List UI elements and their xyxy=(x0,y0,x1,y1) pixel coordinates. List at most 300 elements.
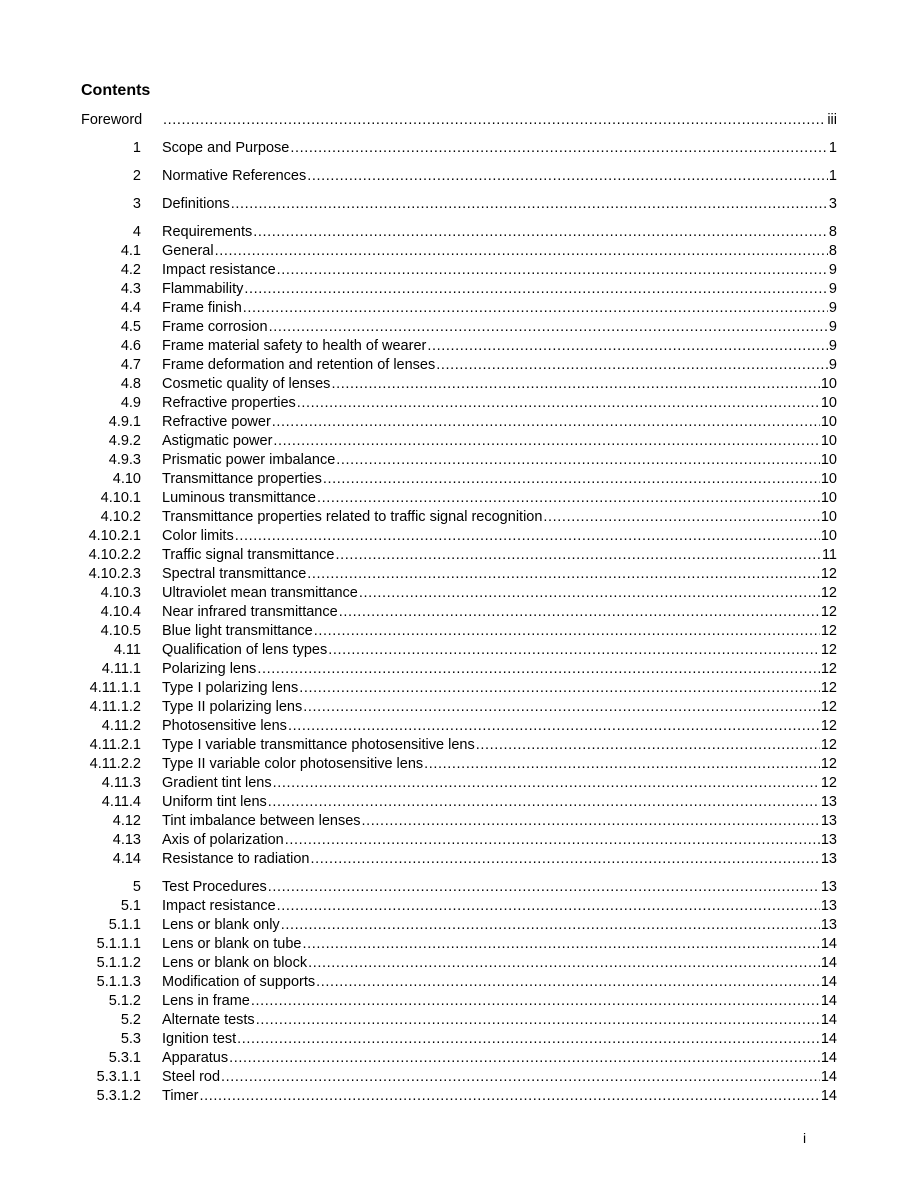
toc-entry-title-line xyxy=(162,546,837,565)
toc-entry-page: 14 xyxy=(820,955,837,971)
toc-entry[interactable] xyxy=(81,897,837,916)
toc-entry-page: 13 xyxy=(820,879,837,895)
toc-entry-title: Gradient tint lens xyxy=(162,775,272,791)
toc-entry[interactable] xyxy=(81,565,837,584)
toc-dot-leader xyxy=(251,992,820,1011)
toc-entry-number: 4.7 xyxy=(120,357,141,373)
toc-entry-number: 1 xyxy=(132,140,141,156)
toc-entry-title: Ignition test xyxy=(162,1031,237,1047)
toc-dot-leader xyxy=(257,660,820,679)
toc-entry-page: 12 xyxy=(820,642,837,658)
toc-dot-leader xyxy=(269,318,828,337)
toc-dot-leader xyxy=(336,451,820,470)
toc-entry-number: 4.5 xyxy=(120,319,141,335)
toc-entry-title: Frame finish xyxy=(162,300,242,316)
toc-entry-title: Apparatus xyxy=(162,1050,229,1066)
toc-entry-number: 4.9.2 xyxy=(108,433,141,449)
toc-entry-page: 13 xyxy=(820,917,837,933)
toc-entry-title: Transmittance properties related to traffic signal recognition xyxy=(162,509,543,525)
toc-entry-title-line xyxy=(162,992,837,1011)
toc-entry-title-line xyxy=(162,242,837,261)
toc-entry[interactable] xyxy=(81,508,837,527)
toc-entry-title-line xyxy=(162,774,837,793)
toc-dot-leader xyxy=(273,432,819,451)
toc-entry-page: 12 xyxy=(820,585,837,601)
toc-dot-leader xyxy=(314,622,820,641)
toc-entry[interactable] xyxy=(81,451,837,470)
toc-entry-number: 4.11.1.1 xyxy=(89,680,141,696)
toc-dot-leader xyxy=(317,489,820,508)
toc-entry-page: 9 xyxy=(828,262,837,278)
toc-entry[interactable] xyxy=(81,280,837,299)
toc-entry-number: 4.11.2.1 xyxy=(89,737,141,753)
toc-entry[interactable] xyxy=(81,660,837,679)
toc-dot-leader xyxy=(277,261,828,280)
toc-entry[interactable] xyxy=(81,167,837,186)
toc-entry-title: Definitions xyxy=(162,196,230,212)
toc-dot-leader xyxy=(285,831,820,850)
toc-dot-leader xyxy=(215,242,828,261)
toc-entry-number: 4.10.2.3 xyxy=(88,566,141,582)
toc-entry[interactable] xyxy=(81,337,837,356)
toc-entry-page: 12 xyxy=(820,718,837,734)
toc-entry-title: Type II polarizing lens xyxy=(162,699,303,715)
toc-entry-title: Frame corrosion xyxy=(162,319,268,335)
toc-entry-number: 4.3 xyxy=(120,281,141,297)
toc-entry-number: 2 xyxy=(132,168,141,184)
toc-entry-title-line xyxy=(162,195,837,214)
toc-entry-title-line xyxy=(162,935,837,954)
toc-entry-title: Test Procedures xyxy=(162,879,267,895)
toc-entry-number: 4.10.2 xyxy=(100,509,141,525)
toc-entry[interactable] xyxy=(81,622,837,641)
toc-entry[interactable] xyxy=(81,954,837,973)
toc-entry-title-line xyxy=(162,375,837,394)
toc-entry-page: 10 xyxy=(820,452,837,468)
toc-entry[interactable] xyxy=(81,1049,837,1068)
toc-entry[interactable] xyxy=(81,261,837,280)
toc-entry[interactable] xyxy=(81,356,837,375)
toc-entry-title-line xyxy=(162,451,837,470)
toc-entry-page: 12 xyxy=(820,775,837,791)
toc-entry-title-line xyxy=(162,793,837,812)
toc-entry-title-line xyxy=(162,1087,837,1106)
toc-entry-page: 12 xyxy=(820,661,837,677)
toc-dot-leader xyxy=(543,508,819,527)
toc-entry-title-line xyxy=(162,831,837,850)
toc-entry[interactable] xyxy=(81,111,837,130)
toc-entry-title-line xyxy=(162,717,837,736)
toc-entry-title: Normative References xyxy=(162,168,307,184)
toc-entry-number: 4.10.2.2 xyxy=(88,547,141,563)
page-number: i xyxy=(803,1130,807,1146)
toc-entry-page: 13 xyxy=(820,832,837,848)
toc-entry-page: 12 xyxy=(820,623,837,639)
toc-entry-title-line xyxy=(162,660,837,679)
toc-entry[interactable] xyxy=(81,394,837,413)
toc-entry-title-line xyxy=(162,755,837,774)
toc-entry-page: 10 xyxy=(820,414,837,430)
toc-entry-page: 14 xyxy=(820,974,837,990)
toc-entry-page: 12 xyxy=(820,604,837,620)
toc-entry-title-line xyxy=(162,489,837,508)
toc-entry-number: 4.9.1 xyxy=(108,414,141,430)
toc-entry-page: 3 xyxy=(828,196,837,212)
toc-entry-title: Lens or blank only xyxy=(162,917,280,933)
toc-entry-page: 14 xyxy=(820,1050,837,1066)
toc-entry-number: 5.1.1.3 xyxy=(96,974,141,990)
toc-entry[interactable] xyxy=(81,878,837,897)
toc-entry-page: 8 xyxy=(828,224,837,240)
toc-dot-leader xyxy=(163,111,826,130)
toc-entry[interactable] xyxy=(81,489,837,508)
toc-dot-leader xyxy=(231,195,828,214)
toc-entry-number: 4.11.3 xyxy=(101,775,141,791)
toc-entry-number: 4.10.2.1 xyxy=(88,528,141,544)
toc-entry-title-line xyxy=(162,698,837,717)
toc-dot-leader xyxy=(256,1011,820,1030)
toc-entry-title-line xyxy=(162,603,837,622)
toc-entry-number: 4 xyxy=(132,224,141,240)
toc-entry-title: Axis of polarization xyxy=(162,832,284,848)
toc-entry[interactable] xyxy=(81,812,837,831)
toc-entry-page: 1 xyxy=(828,168,837,184)
toc-entry-title-line xyxy=(162,1049,837,1068)
toc-entry-title-line xyxy=(162,584,837,603)
toc-entry-number: 4.10.3 xyxy=(100,585,141,601)
toc-entry-page: 11 xyxy=(821,547,837,563)
toc-entry-title-line xyxy=(162,280,837,299)
toc-entry-page: 10 xyxy=(820,395,837,411)
toc-entry-title-line xyxy=(162,679,837,698)
toc-entry-page: 10 xyxy=(820,471,837,487)
toc-entry[interactable] xyxy=(81,527,837,546)
toc-dot-leader xyxy=(221,1068,820,1087)
toc-entry-page: 10 xyxy=(820,509,837,525)
toc-dot-leader xyxy=(311,850,820,869)
toc-entry[interactable] xyxy=(81,584,837,603)
toc-entry[interactable] xyxy=(81,698,837,717)
toc-entry-title-line xyxy=(162,1011,837,1030)
toc-entry-title-line xyxy=(162,850,837,869)
toc-entry[interactable] xyxy=(81,793,837,812)
toc-entry-page: 12 xyxy=(820,680,837,696)
toc-entry[interactable] xyxy=(81,717,837,736)
toc-entry-title: Type II variable color photosensitive lens xyxy=(162,756,424,772)
toc-entry-number: 5 xyxy=(132,879,141,895)
toc-entry[interactable] xyxy=(81,831,837,850)
toc-entry-number: 4.10.5 xyxy=(100,623,141,639)
toc-entry-title: Scope and Purpose xyxy=(162,140,290,156)
toc-entry-title-line xyxy=(162,973,837,992)
toc-entry-title-line xyxy=(162,1068,837,1087)
toc-entry-number: 4.10 xyxy=(112,471,141,487)
toc-entry[interactable] xyxy=(81,916,837,935)
toc-entry-title: Color limits xyxy=(162,528,234,544)
toc-entry-title-line xyxy=(162,954,837,973)
toc-dot-leader xyxy=(299,679,820,698)
toc-entry-page: 14 xyxy=(820,1069,837,1085)
toc-dot-leader xyxy=(331,375,819,394)
toc-entry[interactable] xyxy=(81,195,837,214)
toc-entry-title-line xyxy=(162,527,837,546)
toc-entry-title: Polarizing lens xyxy=(162,661,257,677)
toc-dot-leader xyxy=(476,736,820,755)
toc-entry[interactable] xyxy=(81,992,837,1011)
toc-entry-page: 14 xyxy=(820,1088,837,1104)
toc-dot-leader xyxy=(307,167,828,186)
toc-entry[interactable] xyxy=(81,375,837,394)
toc-entry[interactable] xyxy=(81,641,837,660)
toc-entry[interactable] xyxy=(81,774,837,793)
toc-entry-number: 5.3.1.1 xyxy=(96,1069,141,1085)
toc-entry-title: Alternate tests xyxy=(162,1012,255,1028)
toc-entry-page: 8 xyxy=(828,243,837,259)
toc-entry-number: 5.3 xyxy=(120,1031,141,1047)
toc-dot-leader xyxy=(362,812,820,831)
toc-entry-title: Timer xyxy=(162,1088,199,1104)
toc-entry-title-line xyxy=(162,223,837,242)
toc-entry-page: 10 xyxy=(820,376,837,392)
toc-entry-number: 4.13 xyxy=(112,832,141,848)
toc-entry-number: 5.3.1.2 xyxy=(96,1088,141,1104)
toc-entry-page: 10 xyxy=(820,433,837,449)
toc-entry[interactable] xyxy=(81,1011,837,1030)
toc-entry-title-line xyxy=(162,139,837,158)
toc-entry-title: Cosmetic quality of lenses xyxy=(162,376,331,392)
toc-entry-title: Prismatic power imbalance xyxy=(162,452,336,468)
toc-entry-number: 4.9 xyxy=(120,395,141,411)
toc-entry-number: 5.1.1.1 xyxy=(96,936,141,952)
toc-dot-leader xyxy=(316,973,820,992)
toc-entry-title: Astigmatic power xyxy=(162,433,273,449)
toc-entry[interactable] xyxy=(81,318,837,337)
toc-entry-number: 5.1.1.2 xyxy=(96,955,141,971)
toc-entry-page: 13 xyxy=(820,794,837,810)
toc-entry-page: 10 xyxy=(820,528,837,544)
toc-entry-title: Blue light transmittance xyxy=(162,623,313,639)
toc-entry-title-line xyxy=(162,508,837,527)
toc-entry-number: 4.11.4 xyxy=(101,794,141,810)
toc-entry-page: 14 xyxy=(820,993,837,1009)
toc-entry-title: Type I polarizing lens xyxy=(162,680,299,696)
toc-entry-page: 9 xyxy=(828,338,837,354)
toc-entry[interactable] xyxy=(81,935,837,954)
toc-entry-page: iii xyxy=(827,112,837,128)
toc-entry-title: Modification of supports xyxy=(162,974,316,990)
toc-entry-page: 9 xyxy=(828,319,837,335)
toc-entry-number: 4.12 xyxy=(112,813,141,829)
toc-entry-title-line xyxy=(162,897,837,916)
toc-entry-title-line xyxy=(162,356,837,375)
toc-dot-leader xyxy=(328,641,820,660)
toc-entry-number: 4.1 xyxy=(120,243,141,259)
toc-entry-title-line xyxy=(162,432,837,451)
toc-entry-number: 5.1 xyxy=(120,898,141,914)
toc-entry-title: Lens or blank on tube xyxy=(162,936,302,952)
toc-entry-page: 9 xyxy=(828,300,837,316)
toc-entry[interactable] xyxy=(81,413,837,432)
toc-entry-page: 12 xyxy=(820,756,837,772)
toc-entry-title: Traffic signal transmittance xyxy=(162,547,335,563)
toc-entry-title: Qualification of lens types xyxy=(162,642,328,658)
toc-entry-page: 12 xyxy=(820,566,837,582)
toc-entry-title: Spectral transmittance xyxy=(162,566,307,582)
toc-entry[interactable] xyxy=(81,1030,837,1049)
toc-entry-title: Impact resistance xyxy=(162,262,276,278)
toc-entry[interactable] xyxy=(81,1068,837,1087)
toc-entry-title-line xyxy=(162,622,837,641)
toc-entry-title-line xyxy=(162,318,837,337)
toc-entry-page: 14 xyxy=(820,1031,837,1047)
toc-entry-title: Transmittance properties xyxy=(162,471,322,487)
toc-dot-leader xyxy=(243,299,828,318)
toc-entry-page: 9 xyxy=(828,281,837,297)
toc-dot-leader xyxy=(290,139,828,158)
toc-dot-leader xyxy=(308,954,820,973)
toc-entry-title-line xyxy=(162,413,837,432)
toc-entry-number: 3 xyxy=(132,196,141,212)
toc-entry-title: Luminous transmittance xyxy=(162,490,316,506)
toc-entry-title: Uniform tint lens xyxy=(162,794,267,810)
toc-entry-number: 4.11.1.2 xyxy=(89,699,141,715)
toc-entry-number: 4.4 xyxy=(120,300,141,316)
toc-entry[interactable] xyxy=(81,736,837,755)
toc-dot-leader xyxy=(237,1030,820,1049)
toc-entry-page: 14 xyxy=(820,936,837,952)
toc-entry-title: Lens in frame xyxy=(162,993,250,1009)
toc-entry-number: 4.11.2.2 xyxy=(89,756,141,772)
toc-entry-title: Tint imbalance between lenses xyxy=(162,813,361,829)
toc-entry-title-line xyxy=(162,394,837,413)
toc-dot-leader xyxy=(323,470,820,489)
toc-entry-title-line xyxy=(162,878,837,897)
toc-dot-leader xyxy=(288,717,820,736)
toc-entry-number: 4.10.1 xyxy=(100,490,141,506)
toc-dot-leader xyxy=(335,546,820,565)
toc-entry[interactable] xyxy=(81,470,837,489)
toc-entry-number: 4.2 xyxy=(120,262,141,278)
toc-entry[interactable] xyxy=(81,603,837,622)
toc-entry-title: Steel rod xyxy=(162,1069,221,1085)
toc-dot-leader xyxy=(273,774,820,793)
toc-dot-leader xyxy=(297,394,820,413)
toc-entry-title: Frame material safety to health of wearer xyxy=(162,338,427,354)
toc-entry-title: Lens or blank on block xyxy=(162,955,308,971)
toc-entry-number: 5.3.1 xyxy=(108,1050,141,1066)
toc-entry-title-line xyxy=(162,167,837,186)
toc-entry-title: Frame deformation and retention of lenses xyxy=(162,357,436,373)
toc-entry-title: Near infrared transmittance xyxy=(162,604,338,620)
toc-dot-leader xyxy=(268,878,820,897)
toc-dot-leader xyxy=(253,223,828,242)
toc-entry-title-line xyxy=(162,470,837,489)
toc-entry[interactable] xyxy=(81,679,837,698)
toc-entry-number: 5.1.2 xyxy=(108,993,141,1009)
toc-entry-page: 1 xyxy=(828,140,837,156)
toc-entry-title: Resistance to radiation xyxy=(162,851,310,867)
toc-entry-page: 13 xyxy=(820,851,837,867)
toc-dot-leader xyxy=(427,337,828,356)
toc-entry-number: 4.6 xyxy=(120,338,141,354)
toc-entry-title: Ultraviolet mean transmittance xyxy=(162,585,358,601)
toc-dot-leader xyxy=(200,1087,820,1106)
toc-dot-leader xyxy=(307,565,820,584)
toc-entry-number: 4.9.3 xyxy=(108,452,141,468)
toc-entry-number: 4.11.2 xyxy=(101,718,141,734)
toc-entry-title: Impact resistance xyxy=(162,898,276,914)
toc-entry-title: Requirements xyxy=(162,224,253,240)
toc-entry-page: 10 xyxy=(820,490,837,506)
toc-entry-page: 9 xyxy=(828,357,837,373)
toc-entry-title: Type I variable transmittance photosensitive lens xyxy=(162,737,475,753)
toc-entry-title-line xyxy=(162,337,837,356)
toc-entry-number: Foreword xyxy=(81,112,143,128)
toc-entry[interactable] xyxy=(81,432,837,451)
toc-dot-leader xyxy=(359,584,820,603)
toc-dot-leader xyxy=(424,755,820,774)
table-of-contents xyxy=(81,111,837,1106)
toc-dot-leader xyxy=(244,280,828,299)
toc-dot-leader xyxy=(281,916,820,935)
toc-dot-leader xyxy=(339,603,820,622)
toc-entry[interactable] xyxy=(81,755,837,774)
toc-entry-title-line xyxy=(162,565,837,584)
toc-entry-number: 4.11 xyxy=(113,642,141,658)
toc-entry-title-line xyxy=(162,812,837,831)
toc-entry-number: 4.14 xyxy=(112,851,141,867)
toc-entry-title: Refractive properties xyxy=(162,395,296,411)
toc-entry[interactable] xyxy=(81,546,837,565)
toc-entry-title: General xyxy=(162,243,214,259)
toc-entry-title-line xyxy=(162,736,837,755)
toc-dot-leader xyxy=(268,793,820,812)
toc-dot-leader xyxy=(235,527,820,546)
toc-entry-title: Refractive power xyxy=(162,414,271,430)
toc-entry-number: 4.10.4 xyxy=(100,604,141,620)
toc-dot-leader xyxy=(229,1049,820,1068)
toc-entry-title-line xyxy=(162,111,837,130)
toc-entry-title-line xyxy=(162,916,837,935)
toc-entry-title-line xyxy=(162,641,837,660)
toc-entry-title: Flammability xyxy=(162,281,244,297)
toc-entry[interactable] xyxy=(81,139,837,158)
toc-entry-number: 5.1.1 xyxy=(108,917,141,933)
toc-dot-leader xyxy=(302,935,819,954)
toc-entry[interactable] xyxy=(81,973,837,992)
contents-heading: Contents xyxy=(81,82,151,99)
toc-dot-leader xyxy=(277,897,820,916)
toc-entry-title: Photosensitive lens xyxy=(162,718,287,734)
toc-entry[interactable] xyxy=(81,1087,837,1106)
toc-entry-title-line xyxy=(162,299,837,318)
toc-entry-title-line xyxy=(162,1030,837,1049)
toc-dot-leader xyxy=(272,413,820,432)
toc-entry-page: 13 xyxy=(820,898,837,914)
toc-entry[interactable] xyxy=(81,299,837,318)
toc-entry-title-line xyxy=(162,261,837,280)
toc-entry[interactable] xyxy=(81,242,837,261)
toc-entry-number: 4.11.1 xyxy=(101,661,141,677)
toc-entry-number: 4.8 xyxy=(120,376,141,392)
toc-entry-page: 14 xyxy=(820,1012,837,1028)
toc-dot-leader xyxy=(436,356,828,375)
toc-entry[interactable] xyxy=(81,223,837,242)
toc-entry-number: 5.2 xyxy=(120,1012,141,1028)
toc-entry[interactable] xyxy=(81,850,837,869)
toc-entry-page: 13 xyxy=(820,813,837,829)
toc-entry-page: 12 xyxy=(820,699,837,715)
